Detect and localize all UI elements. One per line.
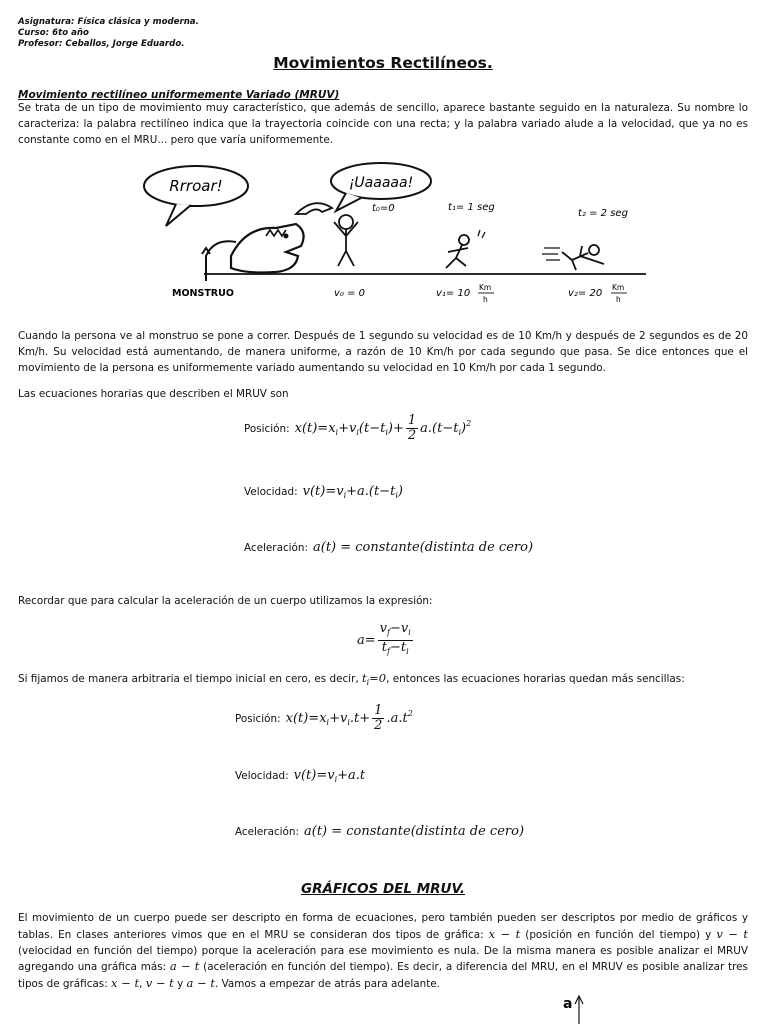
header-profesor: Profesor: Ceballos, Jorge Eduardo. xyxy=(18,39,185,49)
bubble-person-text: ¡Uaaaaa! xyxy=(348,175,414,191)
equation-acceleration-formula: a= $\frac{v_f-v_i}{t_f-t_i}$ xyxy=(357,621,411,656)
svg-text:h: h xyxy=(616,295,621,304)
label-t0: t₀=0 xyxy=(372,203,395,214)
section-subtitle: Movimiento rectilíneo uniformemente Variado (MRUV) xyxy=(18,89,340,101)
intro-paragraph: Se trata de un tipo de movimiento muy característico, que además de sencillo, aparece bastante seguido en la naturaleza. Su nombre lo caracteriza: la palabra rectilíneo indica que la trayectoria coincide con una recta; y la palabra variado alude a la velocidad, que ya no es constante como en el MRU... pero que varía uniformemente. xyxy=(18,102,748,146)
acceleration-graph-stub xyxy=(563,992,763,1024)
svg-text:h: h xyxy=(483,295,488,304)
equation-velocity-1: Velocidad: $v(t)=v_i+a.(t-t_i)$ xyxy=(244,484,403,500)
equation-position-2: Posición: $x(t)=x_i+v_i.t+$ $\frac{1}{2}$ $.a.t^2$ xyxy=(235,703,413,733)
recordar-text: Recordar que para calcular la aceleración de un cuerpo utilizamos la expresión: xyxy=(18,595,433,607)
header-curso: Curso: 6to año xyxy=(18,28,89,38)
person-running-2 xyxy=(562,246,604,270)
label-v1: v₁= 10 xyxy=(436,288,471,299)
equation-acceleration-1: Aceleración: a(t) = constante(distinta de cero) xyxy=(244,540,534,555)
monster-chase-illustration xyxy=(136,156,656,312)
bubble-monster-text: Rrroar! xyxy=(169,177,223,195)
explanation-paragraph: Cuando la persona ve al monstruo se pone a correr. Después de 1 segundo su velocidad es de 10 Km/h y después de 2 segundos es de 20 Km/h. Su velocidad está aumentando, de manera uniforme, a razón de 10 Km/h por cada segundo que pasa. Se dice entonces que el movimiento de la persona es uniformemente variado aumentando su velocidad en 10 Km/h por cada 1 segundo. xyxy=(18,330,748,374)
graficos-paragraph: El movimiento de un cuerpo puede ser descripto en forma de ecuaciones, pero también pueden ser descriptos por medio de gráficos y tablas. En clases anteriores vimos que en el MRU se consideran dos tipos de gráfica: x − t (posición en función del tiempo) y v − t (velocidad en función del tiempo) porque la aceleración para ese movimiento es nula. De la misma manera es posible analizar el MRUV agregando una gráfica más: a − t (aceleración en función del tiempo). Es decir, a diferencia del MRU, en el MRUV es posible analizar tres tipos de gráficas: x − t, v − t y a − t. Vamos a empezar de atrás para adelante. xyxy=(18,912,748,991)
label-monstruo: MONSTRUO xyxy=(172,288,234,299)
label-t1: t₁= 1 seg xyxy=(448,202,495,213)
label-t2: t₂ = 2 seg xyxy=(578,208,628,219)
person-head xyxy=(339,215,353,229)
header-asignatura: Asignatura: Física clásica y moderna. xyxy=(18,17,199,27)
equation-position-1: Posición: $x(t)=x_i+v_i(t-t_i)+$ $\frac{1}{2}$ $a.(t-t_i)^2$ xyxy=(244,413,472,443)
equations-intro: Las ecuaciones horarias que describen el MRUV son xyxy=(18,388,289,400)
label-v0: v₀ = 0 xyxy=(334,288,366,299)
page-title: Movimientos Rectilíneos. xyxy=(273,54,493,72)
svg-text:Km: Km xyxy=(479,283,492,292)
label-v2: v₂= 20 xyxy=(568,288,603,299)
si-fijamos-text: Si fijamos de manera arbitraria el tiempo inicial en cero, es decir, $t_i=0$, entonces las ecuaciones horarias quedan más sencillas: xyxy=(18,671,685,687)
person-running-1 xyxy=(446,245,468,268)
monster-figure xyxy=(231,224,304,273)
section-title-graficos: GRÁFICOS DEL MRUV. xyxy=(301,881,465,897)
svg-text:Km: Km xyxy=(612,283,625,292)
graph-axis-label-a: a xyxy=(563,996,573,1012)
equation-acceleration-2: Aceleración: a(t) = constante(distinta de cero) xyxy=(235,824,525,839)
equation-velocity-2: Velocidad: $v(t)=v_i+a.t$ xyxy=(235,768,366,784)
